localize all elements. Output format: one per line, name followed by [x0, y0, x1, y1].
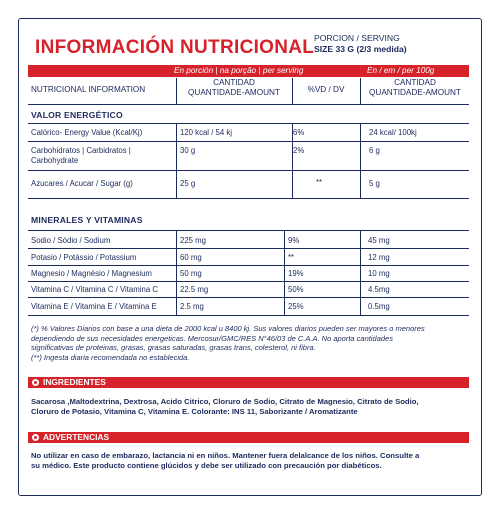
sugar-per100: 5 g: [369, 179, 380, 188]
bullet-icon: [32, 379, 39, 386]
row-divider: [28, 170, 469, 171]
portion-info: [314, 33, 407, 55]
energy-dv: 6%: [293, 128, 305, 137]
section-minerals: MINERALES Y VITAMINAS: [31, 215, 143, 225]
bullet-icon: [32, 434, 39, 441]
section-divider: [28, 198, 469, 199]
col-divider: [360, 123, 361, 198]
sodium-per100: 45 mg: [368, 236, 390, 245]
label-title: INFORMACIÓN NUTRICIONAL: [35, 37, 315, 58]
footnote-line-3: significativas de proteinas, grasas, grasas saturadas, grasas trans, colesterol, ni fibra.: [31, 343, 316, 353]
warnings-label: ADVERTENCIAS: [43, 432, 110, 442]
ingredients-band: [28, 377, 469, 388]
potassium-name: Potasio / Potássio / Potassium: [31, 253, 137, 262]
warnings-text: [31, 451, 471, 471]
col-divider: [176, 78, 177, 104]
section-minerals-divider: [28, 230, 469, 231]
carbs-name: Carbohidratos | Carbidratos |: [31, 146, 131, 155]
row-divider: [28, 248, 469, 249]
footnote-line-4: (**) Ingesta diaria recomendada no establecida.: [31, 352, 190, 362]
potassium-per100: 12 mg: [368, 253, 390, 262]
col-divider: [176, 123, 177, 198]
header-col-amount-l2: QUANTIDADE-AMOUNT: [188, 88, 280, 97]
sodium-name: Sodio / Sódio / Sodium: [31, 236, 111, 245]
carbs-amount: 30 g: [180, 146, 196, 155]
warnings-line-2: su médico. Este producto contiene glúcidos y debe ser utilizado con precaución por diabéticos.: [31, 461, 382, 470]
header-col-amount-l1: CANTIDAD: [213, 78, 255, 87]
ingredients-line-1: Sacarosa ,Maltodextrina, Dextrosa, Acido Citrico, Cloruro de Sodio, Citrato de Magnesio, Citrato de Sodio,: [31, 397, 419, 406]
header-col-info: NUTRICIONAL INFORMATION: [31, 85, 146, 94]
carbs-name-2: Carbohydrate: [31, 156, 79, 165]
serving-bar-left: En porción | na porção | per serving: [174, 66, 304, 75]
portion-line-1: PORCION / SERVING: [314, 33, 400, 43]
warnings-band: [28, 432, 469, 443]
ingredients-line-2: Cloruro de Potasio, Vitamina C, Vitamina E. Colorante: INS 11, Saborizante / Aromatizante: [31, 407, 358, 416]
section-energy-divider: [28, 123, 469, 124]
sugar-dv: **: [316, 178, 323, 187]
sugar-name: Azucares / Acucar / Sugar (g): [31, 179, 133, 188]
vitamin-e-per100: 0.5mg: [368, 302, 390, 311]
magnesium-dv: 19%: [288, 269, 304, 278]
potassium-amount: 60 mg: [180, 253, 202, 262]
vitamin-c-per100: 4.5mg: [368, 285, 390, 294]
footnotes: [31, 324, 471, 362]
vitamin-e-amount: 2.5 mg: [180, 302, 204, 311]
sodium-amount: 225 mg: [180, 236, 207, 245]
header-col-per100-l2: QUANTIDADE-AMOUNT: [369, 88, 461, 97]
carbs-per100: 6 g: [369, 146, 380, 155]
row-divider: [28, 297, 469, 298]
ingredients-label: INGREDIENTES: [43, 377, 106, 387]
header-col-per100: [360, 78, 470, 104]
magnesium-name: Magnesio / Magnésio / Magnesium: [31, 269, 152, 278]
row-divider: [28, 281, 469, 282]
header-col-dv: %VD / DV: [307, 85, 345, 94]
potassium-dv: **: [288, 253, 295, 262]
serving-bar: [28, 65, 469, 77]
portion-line-2: SIZE 33 G (2/3 medida): [314, 44, 407, 54]
col-divider: [292, 78, 293, 104]
vitamin-c-name: Vitamina C / Vitamina C / Vitamina C: [31, 285, 158, 294]
ingredients-text: [31, 397, 471, 417]
header-divider: [28, 104, 469, 105]
col-divider: [176, 230, 177, 316]
vitamin-c-dv: 50%: [288, 285, 304, 294]
energy-amount: 120 kcal / 54 kj: [180, 128, 233, 137]
footnote-line-1: (*) % Valores Diarios con base a una dieta de 2000 kcal u 8400 kj. Sus valores diarios pueden ser mayores o menores: [31, 324, 425, 333]
section-energy: VALOR ENERGÉTICO: [31, 110, 123, 120]
sodium-dv: 9%: [288, 236, 300, 245]
magnesium-per100: 10 mg: [368, 269, 390, 278]
warnings-line-1: No utilizar en caso de embarazo, lactancia ni en niños. Mantener fuera delalcance de los niños. Consulte a: [31, 451, 420, 460]
header-col-amount: [176, 78, 292, 104]
magnesium-amount: 50 mg: [180, 269, 202, 278]
vitamin-e-dv: 25%: [288, 302, 304, 311]
vitamin-c-amount: 22.5 mg: [180, 285, 209, 294]
row-divider: [28, 141, 469, 142]
energy-name: Calórico- Energy Value (Kcal/Kj): [31, 128, 143, 137]
col-divider: [360, 230, 361, 316]
header-col-per100-l1: CANTIDAD: [394, 78, 436, 87]
col-divider: [284, 230, 285, 316]
col-divider: [360, 78, 361, 104]
energy-per100: 24 kcal/ 100kj: [369, 128, 417, 137]
sugar-amount: 25 g: [180, 179, 196, 188]
serving-bar-right: En / em / per 100g: [367, 66, 435, 75]
carbs-dv: 2%: [293, 146, 305, 155]
vitamin-e-name: Vitamina E / Vitamina E / Vitamina E: [31, 302, 157, 311]
table-bottom-divider: [28, 315, 469, 316]
row-divider: [28, 265, 469, 266]
footnote-line-2: dependiendo de sus necesidades energeticas. Mercosur/GMC/RES N°46/03 de C.A.A. No aporta cantidades: [31, 333, 393, 343]
